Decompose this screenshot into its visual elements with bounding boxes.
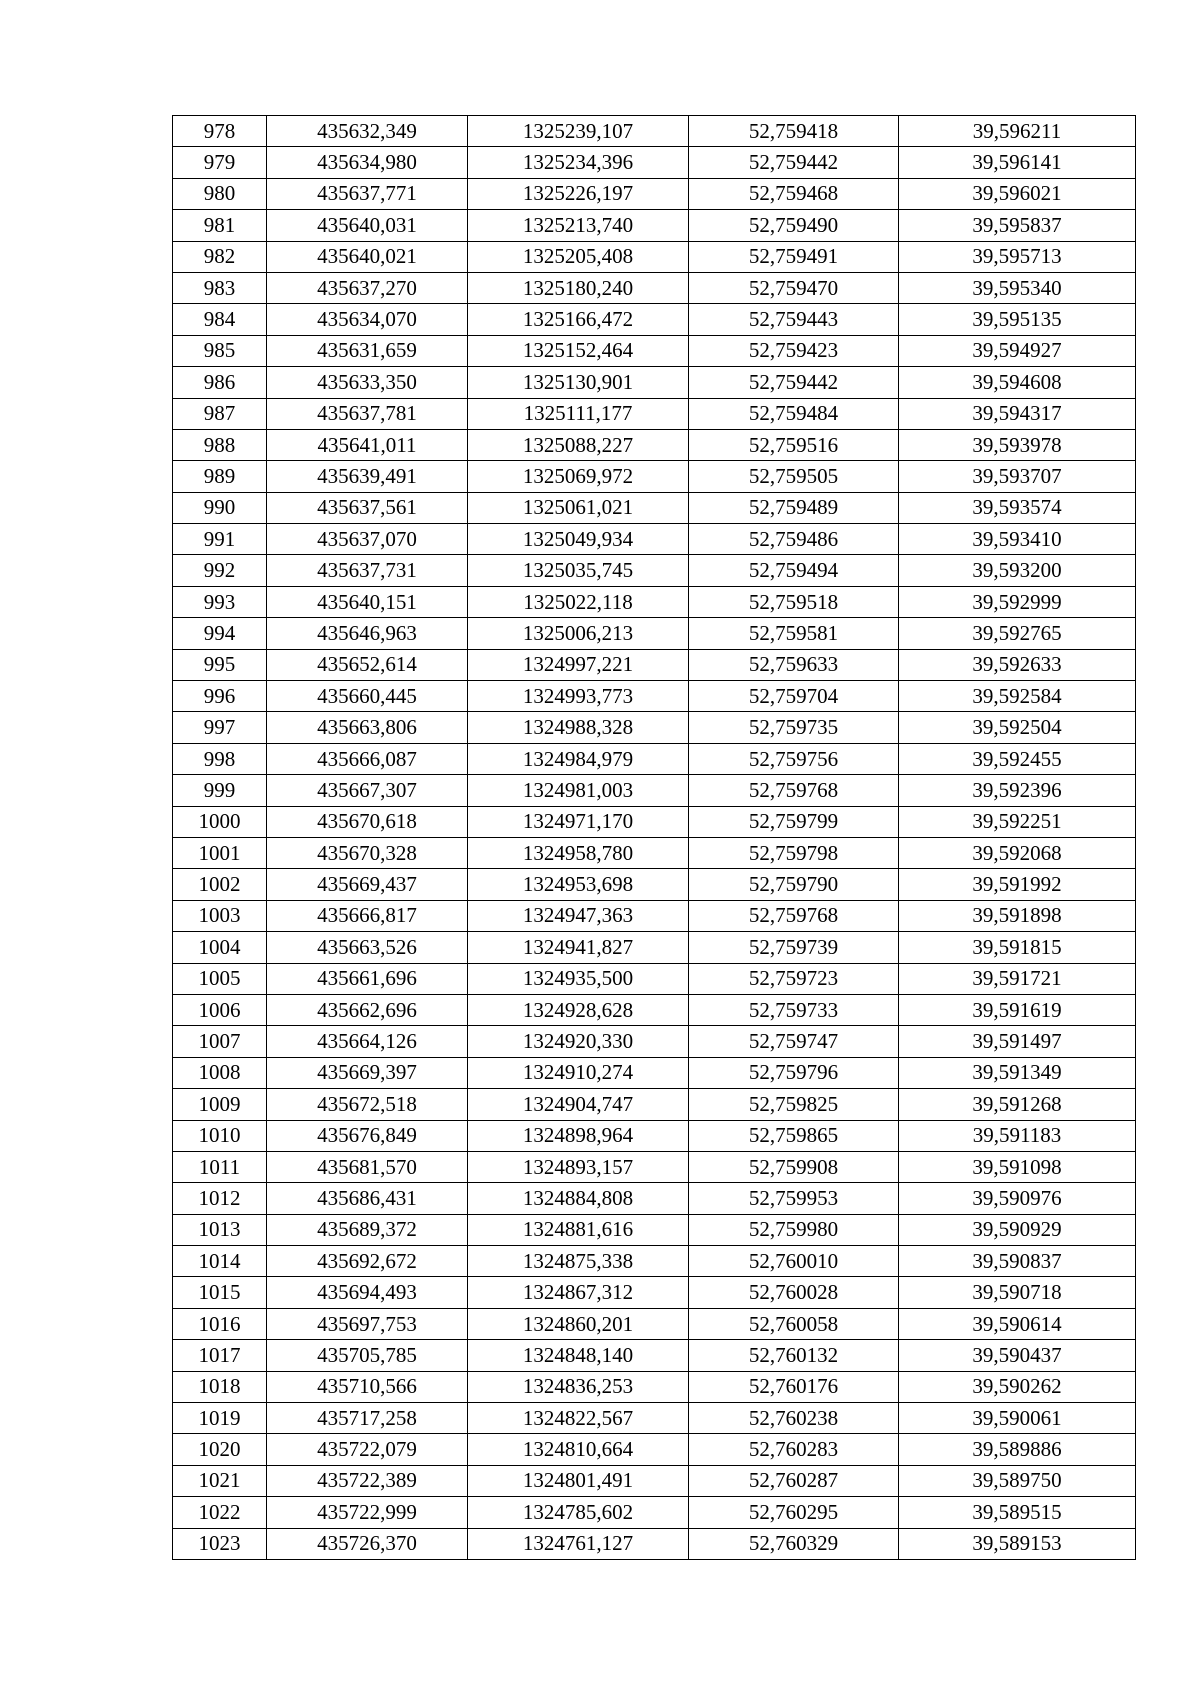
x-coordinate-cell: 435676,849: [267, 1120, 468, 1151]
x-coordinate-cell: 435633,350: [267, 367, 468, 398]
table-row: [173, 272, 1136, 303]
table-row: [173, 586, 1136, 617]
longitude-cell: 39,594608: [899, 367, 1136, 398]
point-number-cell: 982: [173, 241, 267, 272]
y-coordinate-cell: 1325111,177: [468, 398, 689, 429]
longitude-cell: 39,590718: [899, 1277, 1136, 1308]
point-number-cell: 984: [173, 304, 267, 335]
x-coordinate-cell: 435662,696: [267, 994, 468, 1025]
y-coordinate-cell: 1324836,253: [468, 1371, 689, 1402]
longitude-cell: 39,593574: [899, 492, 1136, 523]
longitude-cell: 39,591898: [899, 900, 1136, 931]
latitude-cell: 52,759735: [689, 712, 899, 743]
table-row: [173, 147, 1136, 178]
longitude-cell: 39,592068: [899, 837, 1136, 868]
latitude-cell: 52,759633: [689, 649, 899, 680]
table-row: [173, 649, 1136, 680]
table-row: [173, 681, 1136, 712]
latitude-cell: 52,759825: [689, 1089, 899, 1120]
table-row: [173, 398, 1136, 429]
longitude-cell: 39,594317: [899, 398, 1136, 429]
latitude-cell: 52,759423: [689, 335, 899, 366]
table-row: [173, 178, 1136, 209]
x-coordinate-cell: 435637,771: [267, 178, 468, 209]
y-coordinate-cell: 1324947,363: [468, 900, 689, 931]
point-number-cell: 999: [173, 775, 267, 806]
latitude-cell: 52,759739: [689, 932, 899, 963]
table-row: [173, 994, 1136, 1025]
latitude-cell: 52,759953: [689, 1183, 899, 1214]
y-coordinate-cell: 1324860,201: [468, 1308, 689, 1339]
longitude-cell: 39,589515: [899, 1497, 1136, 1528]
x-coordinate-cell: 435669,397: [267, 1057, 468, 1088]
point-number-cell: 1010: [173, 1120, 267, 1151]
y-coordinate-cell: 1324971,170: [468, 806, 689, 837]
latitude-cell: 52,759486: [689, 524, 899, 555]
x-coordinate-cell: 435689,372: [267, 1214, 468, 1245]
table-row: [173, 1120, 1136, 1151]
longitude-cell: 39,591268: [899, 1089, 1136, 1120]
y-coordinate-cell: 1324993,773: [468, 681, 689, 712]
x-coordinate-cell: 435726,370: [267, 1528, 468, 1559]
y-coordinate-cell: 1324904,747: [468, 1089, 689, 1120]
x-coordinate-cell: 435663,806: [267, 712, 468, 743]
y-coordinate-cell: 1324935,500: [468, 963, 689, 994]
latitude-cell: 52,759733: [689, 994, 899, 1025]
latitude-cell: 52,759418: [689, 116, 899, 147]
table-row: [173, 367, 1136, 398]
latitude-cell: 52,759484: [689, 398, 899, 429]
table-row: [173, 1026, 1136, 1057]
point-number-cell: 1020: [173, 1434, 267, 1465]
longitude-cell: 39,592396: [899, 775, 1136, 806]
point-number-cell: 1001: [173, 837, 267, 868]
point-number-cell: 1006: [173, 994, 267, 1025]
longitude-cell: 39,591815: [899, 932, 1136, 963]
y-coordinate-cell: 1325049,934: [468, 524, 689, 555]
longitude-cell: 39,590929: [899, 1214, 1136, 1245]
table-row: [173, 1434, 1136, 1465]
x-coordinate-cell: 435686,431: [267, 1183, 468, 1214]
table-row: [173, 1308, 1136, 1339]
point-number-cell: 998: [173, 743, 267, 774]
x-coordinate-cell: 435646,963: [267, 618, 468, 649]
longitude-cell: 39,591497: [899, 1026, 1136, 1057]
table-row: [173, 1465, 1136, 1496]
longitude-cell: 39,589153: [899, 1528, 1136, 1559]
latitude-cell: 52,759865: [689, 1120, 899, 1151]
y-coordinate-cell: 1324867,312: [468, 1277, 689, 1308]
latitude-cell: 52,760283: [689, 1434, 899, 1465]
table-row: [173, 775, 1136, 806]
point-number-cell: 989: [173, 461, 267, 492]
x-coordinate-cell: 435661,696: [267, 963, 468, 994]
longitude-cell: 39,595135: [899, 304, 1136, 335]
x-coordinate-cell: 435640,031: [267, 210, 468, 241]
longitude-cell: 39,593410: [899, 524, 1136, 555]
latitude-cell: 52,759491: [689, 241, 899, 272]
latitude-cell: 52,760295: [689, 1497, 899, 1528]
table-row: [173, 712, 1136, 743]
table-row: [173, 241, 1136, 272]
point-number-cell: 1000: [173, 806, 267, 837]
latitude-cell: 52,760132: [689, 1340, 899, 1371]
x-coordinate-cell: 435710,566: [267, 1371, 468, 1402]
x-coordinate-cell: 435639,491: [267, 461, 468, 492]
latitude-cell: 52,759505: [689, 461, 899, 492]
latitude-cell: 52,759768: [689, 900, 899, 931]
table-row: [173, 900, 1136, 931]
latitude-cell: 52,759768: [689, 775, 899, 806]
y-coordinate-cell: 1324822,567: [468, 1403, 689, 1434]
latitude-cell: 52,759798: [689, 837, 899, 868]
point-number-cell: 1018: [173, 1371, 267, 1402]
point-number-cell: 997: [173, 712, 267, 743]
latitude-cell: 52,759747: [689, 1026, 899, 1057]
x-coordinate-cell: 435640,021: [267, 241, 468, 272]
point-number-cell: 1014: [173, 1246, 267, 1277]
longitude-cell: 39,592999: [899, 586, 1136, 617]
y-coordinate-cell: 1324997,221: [468, 649, 689, 680]
table-row: [173, 869, 1136, 900]
table-row: [173, 743, 1136, 774]
x-coordinate-cell: 435660,445: [267, 681, 468, 712]
table-row: [173, 555, 1136, 586]
table-row: [173, 1371, 1136, 1402]
longitude-cell: 39,591183: [899, 1120, 1136, 1151]
table-row: [173, 806, 1136, 837]
latitude-cell: 52,759518: [689, 586, 899, 617]
x-coordinate-cell: 435634,980: [267, 147, 468, 178]
longitude-cell: 39,595340: [899, 272, 1136, 303]
x-coordinate-cell: 435705,785: [267, 1340, 468, 1371]
latitude-cell: 52,759442: [689, 147, 899, 178]
x-coordinate-cell: 435641,011: [267, 429, 468, 460]
latitude-cell: 52,759980: [689, 1214, 899, 1245]
table-row: [173, 429, 1136, 460]
point-number-cell: 1012: [173, 1183, 267, 1214]
longitude-cell: 39,590976: [899, 1183, 1136, 1214]
table-row: [173, 618, 1136, 649]
y-coordinate-cell: 1325152,464: [468, 335, 689, 366]
y-coordinate-cell: 1324875,338: [468, 1246, 689, 1277]
latitude-cell: 52,759704: [689, 681, 899, 712]
x-coordinate-cell: 435670,618: [267, 806, 468, 837]
latitude-cell: 52,760058: [689, 1308, 899, 1339]
y-coordinate-cell: 1324953,698: [468, 869, 689, 900]
x-coordinate-cell: 435637,070: [267, 524, 468, 555]
table-row: [173, 1497, 1136, 1528]
table-row: [173, 1277, 1136, 1308]
latitude-cell: 52,760010: [689, 1246, 899, 1277]
y-coordinate-cell: 1324848,140: [468, 1340, 689, 1371]
point-number-cell: 988: [173, 429, 267, 460]
y-coordinate-cell: 1325180,240: [468, 272, 689, 303]
longitude-cell: 39,593200: [899, 555, 1136, 586]
table-row: [173, 1089, 1136, 1120]
y-coordinate-cell: 1325035,745: [468, 555, 689, 586]
point-number-cell: 1016: [173, 1308, 267, 1339]
latitude-cell: 52,759470: [689, 272, 899, 303]
y-coordinate-cell: 1324910,274: [468, 1057, 689, 1088]
latitude-cell: 52,760287: [689, 1465, 899, 1496]
point-number-cell: 1023: [173, 1528, 267, 1559]
y-coordinate-cell: 1325061,021: [468, 492, 689, 523]
y-coordinate-cell: 1324881,616: [468, 1214, 689, 1245]
x-coordinate-cell: 435652,614: [267, 649, 468, 680]
table-row: [173, 1214, 1136, 1245]
longitude-cell: 39,590437: [899, 1340, 1136, 1371]
x-coordinate-cell: 435637,270: [267, 272, 468, 303]
point-number-cell: 991: [173, 524, 267, 555]
table-row: [173, 1403, 1136, 1434]
latitude-cell: 52,759790: [689, 869, 899, 900]
table-row: [173, 932, 1136, 963]
point-number-cell: 986: [173, 367, 267, 398]
point-number-cell: 1019: [173, 1403, 267, 1434]
x-coordinate-cell: 435694,493: [267, 1277, 468, 1308]
longitude-cell: 39,595837: [899, 210, 1136, 241]
latitude-cell: 52,759516: [689, 429, 899, 460]
y-coordinate-cell: 1325213,740: [468, 210, 689, 241]
point-number-cell: 996: [173, 681, 267, 712]
latitude-cell: 52,759490: [689, 210, 899, 241]
longitude-cell: 39,590614: [899, 1308, 1136, 1339]
point-number-cell: 1021: [173, 1465, 267, 1496]
latitude-cell: 52,759489: [689, 492, 899, 523]
y-coordinate-cell: 1325205,408: [468, 241, 689, 272]
point-number-cell: 1004: [173, 932, 267, 963]
y-coordinate-cell: 1324810,664: [468, 1434, 689, 1465]
table-row: [173, 837, 1136, 868]
longitude-cell: 39,593707: [899, 461, 1136, 492]
latitude-cell: 52,759796: [689, 1057, 899, 1088]
longitude-cell: 39,591619: [899, 994, 1136, 1025]
latitude-cell: 52,759799: [689, 806, 899, 837]
latitude-cell: 52,759723: [689, 963, 899, 994]
longitude-cell: 39,592633: [899, 649, 1136, 680]
longitude-cell: 39,592504: [899, 712, 1136, 743]
table-row: [173, 1340, 1136, 1371]
latitude-cell: 52,759443: [689, 304, 899, 335]
point-number-cell: 1002: [173, 869, 267, 900]
longitude-cell: 39,591721: [899, 963, 1136, 994]
latitude-cell: 52,759494: [689, 555, 899, 586]
table-row: [173, 524, 1136, 555]
y-coordinate-cell: 1324898,964: [468, 1120, 689, 1151]
x-coordinate-cell: 435672,518: [267, 1089, 468, 1120]
point-number-cell: 979: [173, 147, 267, 178]
coordinates-table: [172, 115, 1136, 1560]
point-number-cell: 978: [173, 116, 267, 147]
y-coordinate-cell: 1324928,628: [468, 994, 689, 1025]
y-coordinate-cell: 1324761,127: [468, 1528, 689, 1559]
point-number-cell: 985: [173, 335, 267, 366]
point-number-cell: 1017: [173, 1340, 267, 1371]
x-coordinate-cell: 435632,349: [267, 116, 468, 147]
point-number-cell: 987: [173, 398, 267, 429]
point-number-cell: 1015: [173, 1277, 267, 1308]
table-row: [173, 1246, 1136, 1277]
point-number-cell: 1009: [173, 1089, 267, 1120]
y-coordinate-cell: 1324893,157: [468, 1151, 689, 1182]
x-coordinate-cell: 435631,659: [267, 335, 468, 366]
latitude-cell: 52,759756: [689, 743, 899, 774]
latitude-cell: 52,759442: [689, 367, 899, 398]
longitude-cell: 39,596021: [899, 178, 1136, 209]
x-coordinate-cell: 435717,258: [267, 1403, 468, 1434]
y-coordinate-cell: 1325130,901: [468, 367, 689, 398]
point-number-cell: 980: [173, 178, 267, 209]
longitude-cell: 39,590837: [899, 1246, 1136, 1277]
point-number-cell: 1005: [173, 963, 267, 994]
x-coordinate-cell: 435637,561: [267, 492, 468, 523]
x-coordinate-cell: 435670,328: [267, 837, 468, 868]
table-row: [173, 210, 1136, 241]
table-row: [173, 1528, 1136, 1559]
point-number-cell: 1007: [173, 1026, 267, 1057]
y-coordinate-cell: 1325088,227: [468, 429, 689, 460]
point-number-cell: 981: [173, 210, 267, 241]
point-number-cell: 1022: [173, 1497, 267, 1528]
table-row: [173, 304, 1136, 335]
y-coordinate-cell: 1324884,808: [468, 1183, 689, 1214]
longitude-cell: 39,591349: [899, 1057, 1136, 1088]
y-coordinate-cell: 1324920,330: [468, 1026, 689, 1057]
y-coordinate-cell: 1325234,396: [468, 147, 689, 178]
table-row: [173, 492, 1136, 523]
y-coordinate-cell: 1324785,602: [468, 1497, 689, 1528]
longitude-cell: 39,591992: [899, 869, 1136, 900]
longitude-cell: 39,590061: [899, 1403, 1136, 1434]
x-coordinate-cell: 435664,126: [267, 1026, 468, 1057]
longitude-cell: 39,595713: [899, 241, 1136, 272]
x-coordinate-cell: 435697,753: [267, 1308, 468, 1339]
y-coordinate-cell: 1325226,197: [468, 178, 689, 209]
y-coordinate-cell: 1325022,118: [468, 586, 689, 617]
x-coordinate-cell: 435692,672: [267, 1246, 468, 1277]
x-coordinate-cell: 435637,781: [267, 398, 468, 429]
longitude-cell: 39,592455: [899, 743, 1136, 774]
y-coordinate-cell: 1325006,213: [468, 618, 689, 649]
y-coordinate-cell: 1325166,472: [468, 304, 689, 335]
longitude-cell: 39,592584: [899, 681, 1136, 712]
x-coordinate-cell: 435666,087: [267, 743, 468, 774]
x-coordinate-cell: 435663,526: [267, 932, 468, 963]
y-coordinate-cell: 1324984,979: [468, 743, 689, 774]
table-row: [173, 963, 1136, 994]
table-row: [173, 335, 1136, 366]
table-row: [173, 461, 1136, 492]
x-coordinate-cell: 435722,079: [267, 1434, 468, 1465]
x-coordinate-cell: 435634,070: [267, 304, 468, 335]
longitude-cell: 39,596211: [899, 116, 1136, 147]
point-number-cell: 994: [173, 618, 267, 649]
point-number-cell: 983: [173, 272, 267, 303]
longitude-cell: 39,589750: [899, 1465, 1136, 1496]
point-number-cell: 1003: [173, 900, 267, 931]
table-row: [173, 1057, 1136, 1088]
point-number-cell: 1013: [173, 1214, 267, 1245]
y-coordinate-cell: 1324801,491: [468, 1465, 689, 1496]
table-row: [173, 1151, 1136, 1182]
longitude-cell: 39,592251: [899, 806, 1136, 837]
x-coordinate-cell: 435640,151: [267, 586, 468, 617]
latitude-cell: 52,759908: [689, 1151, 899, 1182]
y-coordinate-cell: 1324988,328: [468, 712, 689, 743]
latitude-cell: 52,760329: [689, 1528, 899, 1559]
point-number-cell: 993: [173, 586, 267, 617]
latitude-cell: 52,759468: [689, 178, 899, 209]
longitude-cell: 39,591098: [899, 1151, 1136, 1182]
longitude-cell: 39,596141: [899, 147, 1136, 178]
y-coordinate-cell: 1324981,003: [468, 775, 689, 806]
y-coordinate-cell: 1324941,827: [468, 932, 689, 963]
longitude-cell: 39,590262: [899, 1371, 1136, 1402]
point-number-cell: 1008: [173, 1057, 267, 1088]
x-coordinate-cell: 435681,570: [267, 1151, 468, 1182]
coordinates-table-body: [173, 116, 1136, 1560]
longitude-cell: 39,592765: [899, 618, 1136, 649]
x-coordinate-cell: 435722,389: [267, 1465, 468, 1496]
longitude-cell: 39,593978: [899, 429, 1136, 460]
longitude-cell: 39,589886: [899, 1434, 1136, 1465]
latitude-cell: 52,759581: [689, 618, 899, 649]
latitude-cell: 52,760238: [689, 1403, 899, 1434]
point-number-cell: 992: [173, 555, 267, 586]
table-row: [173, 1183, 1136, 1214]
y-coordinate-cell: 1324958,780: [468, 837, 689, 868]
x-coordinate-cell: 435667,307: [267, 775, 468, 806]
point-number-cell: 990: [173, 492, 267, 523]
latitude-cell: 52,760028: [689, 1277, 899, 1308]
table-row: [173, 116, 1136, 147]
x-coordinate-cell: 435637,731: [267, 555, 468, 586]
x-coordinate-cell: 435666,817: [267, 900, 468, 931]
x-coordinate-cell: 435722,999: [267, 1497, 468, 1528]
y-coordinate-cell: 1325239,107: [468, 116, 689, 147]
latitude-cell: 52,760176: [689, 1371, 899, 1402]
point-number-cell: 1011: [173, 1151, 267, 1182]
y-coordinate-cell: 1325069,972: [468, 461, 689, 492]
longitude-cell: 39,594927: [899, 335, 1136, 366]
x-coordinate-cell: 435669,437: [267, 869, 468, 900]
point-number-cell: 995: [173, 649, 267, 680]
